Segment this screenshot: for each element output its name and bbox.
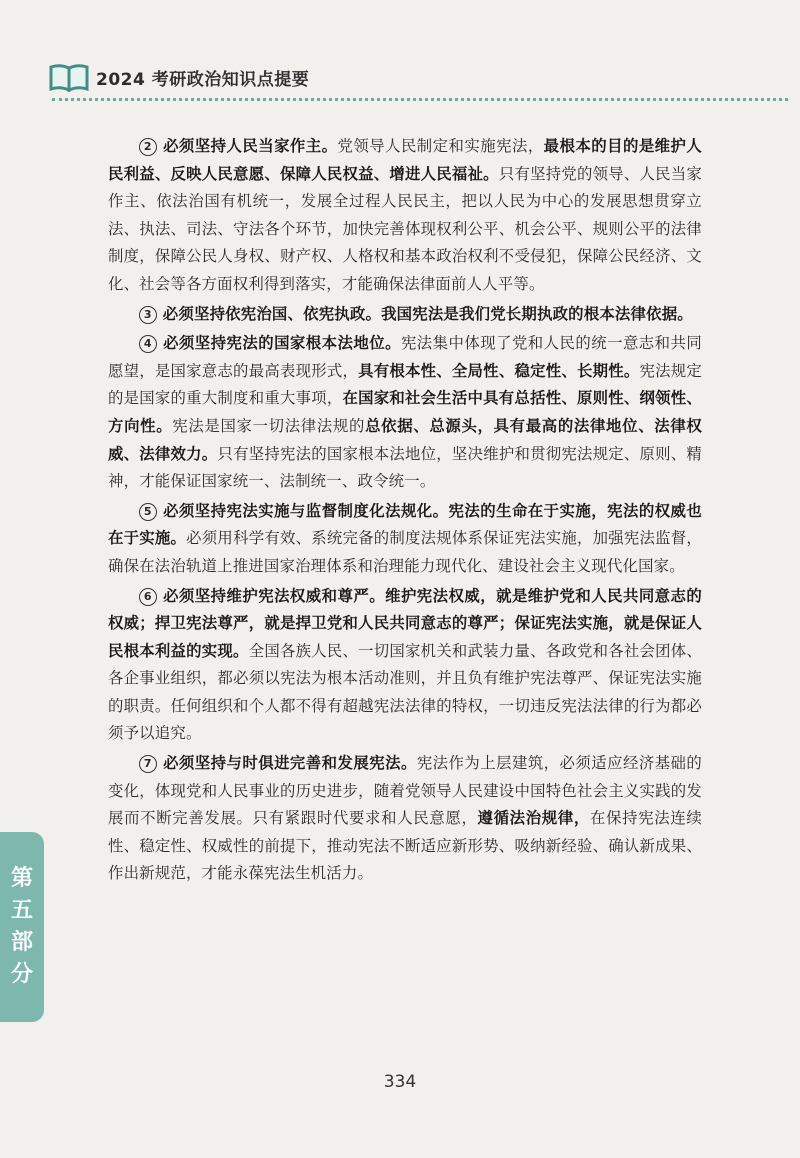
body-text-run: 宪法规定的是国家的重大制度和重大事项， bbox=[108, 361, 703, 408]
header-title: 2024 考研政治知识点提要 bbox=[96, 69, 310, 90]
body-text-run: 在保持宪法连续性、稳定性、权威性的前提下，推动宪法不断适应新形势、吸纳新经验、确认新成果、作出新规范，才能永葆宪法生机活力。 bbox=[108, 809, 702, 883]
paragraph-4 bbox=[108, 330, 702, 496]
body-text-run: 只有坚持党的领导、人民当家作主、依法治国有机统一，发展全过程人民民主，把以人民为中心的发展思想贯穿立法、执法、司法、守法各个环节，加快完善体现权利公平、机会公平、规则公平的法律制度，保障公民人身权、财产权、人格权和基本政治权利不受侵犯，保障公民经济、文化、社会等各方面权利得到落实，才能确保法律面前人人平等。 bbox=[108, 164, 702, 293]
bold-text: 必须坚持宪法的国家根本法地位。 bbox=[162, 334, 401, 353]
body-text-run: 全国各族人民、一切国家机关和武装力量、各政党和各社会团体、各企事业组织，都必须以宪法为根本活动准则，并且负有维护宪法尊严、保证宪法实施的职责。任何组织和个人都不得有超越宪法法律的特权，一切违反宪法法律的行为都必须予以追究。 bbox=[108, 641, 702, 743]
bold-text: 必须坚持宪法实施与监督制度化法规化。宪法的生命在于实施，宪法的权威也在于实施。 bbox=[108, 501, 702, 548]
header-dotted-rule bbox=[52, 98, 788, 101]
page-number: 334 bbox=[383, 1072, 417, 1092]
side-tab-char: 部 bbox=[10, 930, 33, 955]
side-tab-char: 分 bbox=[10, 962, 33, 987]
bold-text: 必须坚持与时俱进完善和发展宪法。 bbox=[162, 754, 417, 773]
circled-number: 6 bbox=[139, 588, 157, 606]
open-book-icon bbox=[48, 62, 90, 92]
paragraph-5 bbox=[108, 498, 702, 581]
bold-text: 在国家和社会生活中具有总括性、原则性、纲领性、方向性。 bbox=[108, 389, 702, 435]
bold-text: 总依据、总源头，具有最高的法律地位、法律权威、法律效力。 bbox=[108, 416, 702, 463]
bold-text: 必须坚持人民当家作主。 bbox=[162, 137, 338, 155]
paragraph-3 bbox=[108, 301, 702, 329]
paragraph-6 bbox=[108, 583, 702, 749]
body-text-run: 宪法集中体现了党和人民的统一意志和共同愿望，是国家意志的最高表现形式， bbox=[108, 334, 702, 380]
body-text-run: 宪法是国家一切法律法规的 bbox=[172, 416, 366, 435]
circled-number: 7 bbox=[139, 755, 157, 773]
section-side-tab bbox=[0, 832, 44, 1022]
side-tab-char: 五 bbox=[10, 898, 33, 923]
side-tab-char: 第 bbox=[10, 866, 33, 891]
circled-number: 3 bbox=[139, 306, 157, 324]
bold-text: 必须坚持维护宪法权威和尊严。维护宪法权威，就是维护党和人民共同意志的权威；捍卫宪法尊严，就是捍卫党和人民共同意志的尊严；保证宪法实施，就是保证人民根本利益的实现。 bbox=[108, 586, 702, 660]
circled-number: 5 bbox=[139, 503, 157, 521]
page-header bbox=[48, 60, 788, 94]
circled-number: 2 bbox=[139, 138, 157, 156]
bold-text: 必须坚持依宪治国、依宪执政。我国宪法是我们党长期执政的根本法律依据。 bbox=[162, 304, 693, 323]
bold-text: 具有根本性、全局性、稳定性、长期性。 bbox=[358, 361, 640, 380]
bold-text: 遵循法治规律， bbox=[477, 809, 590, 828]
bold-text: 最根本的目的是维护人民利益、反映人民意愿、保障人民权益、增进人民福祉。 bbox=[108, 137, 702, 183]
body-text-run: 宪法作为上层建筑，必须适应经济基础的变化，体现党和人民事业的历史进步，随着党领导人民建设中国特色社会主义实践的发展而不断完善发展。只有紧跟时代要求和人民意愿， bbox=[108, 754, 702, 828]
body-text-run: 只有坚持宪法的国家根本法地位，坚决维护和贯彻宪法规定、原则、精神，才能保证国家统一、法制统一、政令统一。 bbox=[108, 444, 703, 491]
paragraph-7 bbox=[108, 750, 702, 888]
paragraph-2 bbox=[108, 133, 702, 299]
body-text-run: 必须用科学有效、系统完备的制度法规体系保证宪法实施，加强宪法监督，确保在法治轨道上推进国家治理体系和治理能力现代化、建设社会主义现代化国家。 bbox=[108, 529, 702, 575]
circled-number: 4 bbox=[139, 335, 157, 353]
body-text bbox=[108, 133, 702, 890]
body-text-run: 党领导人民制定和实施宪法， bbox=[337, 137, 544, 155]
